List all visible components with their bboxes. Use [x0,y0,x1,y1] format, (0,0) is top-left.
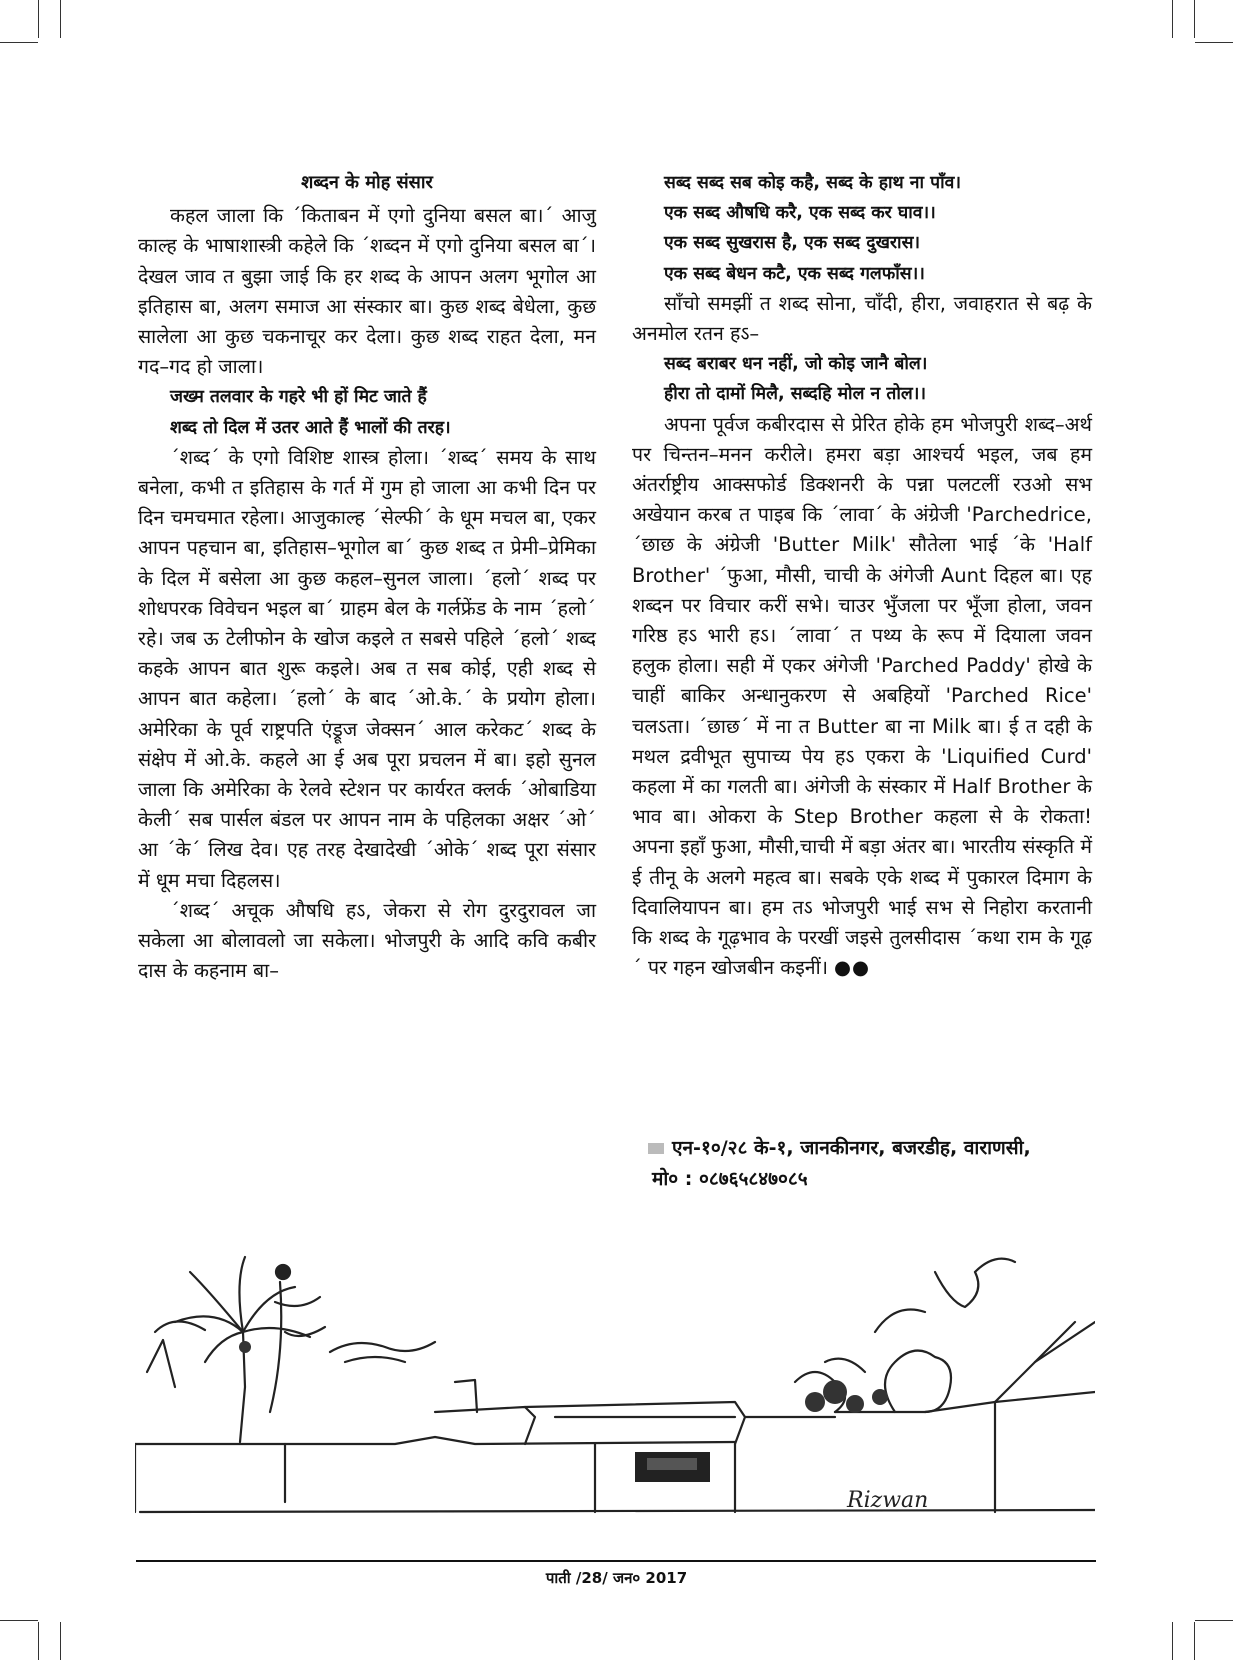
page-footer: पाती /28/ जन० 2017 [545,1569,688,1587]
couplet-line: जख्म तलवार के गहरे भी हों मिट जाते हैं [170,387,427,408]
right-column [632,168,1092,983]
artist-signature: Rizwan [847,1488,929,1513]
crop-mark [60,1622,61,1660]
crop-mark [0,1620,38,1621]
verse-line: एक सब्द सुखरास है, एक सब्द दुखरास। [664,233,921,254]
article-heading: शब्दन के मोह संसार [301,172,433,193]
sketch-illustration [135,1212,1095,1522]
crop-mark [1194,0,1195,38]
article-paragraph: कहल जाला कि ´किताबन में एगो दुनिया बसल बा।´ आजु काल्ह के भाषाशास्त्री कहेले कि ´शब्दन में एगो दुनिया बसल बा´। देखल जाव त बुझा जाई कि हर शब्द के आपन अलग भूगोल आ इतिहास बा, अलग समाज आ संस्कार बा। कुछ शब्द बेधेला, कुछ सालेला आ कुछ चकनाचूर कर देला। कुछ शब्द राहत देला, मन गद–गद हो जाला। [138,204,596,379]
left-column [138,168,596,986]
crop-mark [1172,1622,1173,1660]
address-line [648,1133,1098,1164]
article-paragraph: साँचो समझीं त शब्द सोना, चाँदी, हीरा, जवाहरात से बढ़ के अनमोल रतन हऽ– [632,291,1092,346]
crop-mark [0,42,38,43]
verse-line: सब्द सब्द सब कोइ कहै, सब्द के हाथ ना पाँव। [664,173,961,193]
crop-mark [38,1622,39,1660]
end-mark: ●● [834,956,871,980]
verse-line: एक सब्द बेधन कटै, एक सब्द गलफाँस।। [664,263,925,284]
crop-mark [1194,1622,1195,1660]
article-paragraph: ´शब्द´ अचूक औषधि हऽ, जेकरा से रोग दुरदुरावल जा सकेला आ बोलावलो जा सकेला। भोजपुरी के आदि कवि कबीर दास के कहनाम बा– [138,898,596,983]
verse-line: सब्द बराबर धन नहीं, जो कोइ जानै बोल। [664,354,928,375]
phone-line: मो० : ०८७६५८४७०८५ [652,1168,808,1190]
crop-mark [1172,0,1173,38]
crop-mark [38,0,39,38]
footer-rule [136,1560,1096,1562]
square-bullet-icon [648,1143,664,1154]
verse-line: हीरा तो दामों मिलै, सब्दहि मोल न तोल।। [664,384,926,405]
author-address [648,1133,1098,1195]
crop-mark [1195,42,1233,43]
article-paragraph [632,410,1092,984]
verse-line: एक सब्द औषधि करै, एक सब्द कर घाव।। [664,203,936,224]
article-paragraph: ´शब्द´ के एगो विशिष्ट शास्त्र होला। ´शब्द´ समय के साथ बनेला, कभी त इतिहास के गर्त में गुम हो जाला आ कभी दिन पर दिन चमचमात रहेला। आजुकाल्ह ´सेल्फी´ के धूम मचल बा, एकर आपन पहचान बा, इतिहास–भूगोल बा´ कुछ शब्द त प्रेमी–प्रेमिका के दिल में बसेला आ कुछ कहल–सुनल जाला। ´हलो´ शब्द पर शोधपरक विवेचन भइल बा´ ग्राहम बेल के गर्लफ्रेंड के नाम ´हलो´ रहे। जब ऊ टेलीफोन के खोज कइले त सबसे पहिले ´हलो´ शब्द कहके आपन बात शुरू कइले। अब त सब कोई, एही शब्द से आपन बात कहेला। ´हलो´ के बाद ´ओ.के.´ के प्रयोग होला। अमेरिका के पूर्व राष्ट्रपति एंड्रूज जेक्सन´ आल करेकट´ शब्द के संक्षेप में ओ.के. कहले आ ई अब पूरा प्रचलन में बा। इहो सुनल जाला कि अमेरिका के रेलवे स्टेशन पर कार्यरत क्लर्क ´ओबाडिया केली´ सब पार्सल बंडल पर आपन नाम के पहिलका अक्षर ´ओ´ आ ´के´ लिख देव। एह तरह देखादेखी ´ओके´ शब्द पूरा संसार में धूम मचा दिहलस। [138,445,596,892]
crop-mark [60,0,61,38]
article-paragraph-text: अपना पूर्वज कबीरदास से प्रेरित होके हम भोजपुरी शब्द–अर्थ पर चिन्तन–मनन करीले। हमरा बड़ा आश्चर्य भइल, जब हम अंतर्राष्ट्रीय आक्सफोर्ड डिक्शनरी के पन्ना पलटलीं रउओ सभ अखेयान करब त पाइब कि ´लावा´ के अंग्रेजी 'Parchedrice, ´छाछ के अंग्रेजी 'Butter Milk' सौतेला भाई ´के 'Half Brother' ´फुआ, मौसी, चाची के अंगेजी Aunt दिहल बा। एह शब्दन पर विचार करीं सभे। चाउर भुँजला पर भूँजा होला, जवन गरिष्ठ हऽ भारी हऽ। ´लावा´ त पथ्य के रूप में दियाला जवन हलुक होला। सही में एकर अंगेजी 'Parched Paddy' होखे के चाहीं बाकिर अन्धानुकरण से अबहियों 'Parched Rice' चलऽता। ´छाछ´ में ना त Butter बा ना Milk बा। ई त दही के मथल द्रवीभूत सुपाच्य पेय हऽ एकरा के 'Liquified Curd' कहला में का गलती बा। अंगेजी के संस्कार में Half Brother के भाव बा। ओकरा के Step Brother कहला से के रोकता! अपना इहाँ फुआ, मौसी,चाची में बड़ा अंतर बा। भारतीय संस्कृति में ई तीनू के अलगे महत्व बा। सबके एके शब्द में पुकारल दिमाग के दिवालियापन बा। हम तऽ भोजपुरी भाई सभ से निहोरा करतानी कि शब्द के गूढ़भाव के परखीं जइसे तुलसीदास ´कथा राम के गूढ़´ पर गहन खोजबीन कइनीं। [632,412,1092,980]
crop-mark [1195,1620,1233,1621]
address-text: एन-१०/२८ के-१, जानकीनगर, बजरडीह, वाराणसी, [672,1137,1031,1159]
couplet-line: शब्द तो दिल में उतर आते हैं भालों की तरह। [170,417,451,438]
